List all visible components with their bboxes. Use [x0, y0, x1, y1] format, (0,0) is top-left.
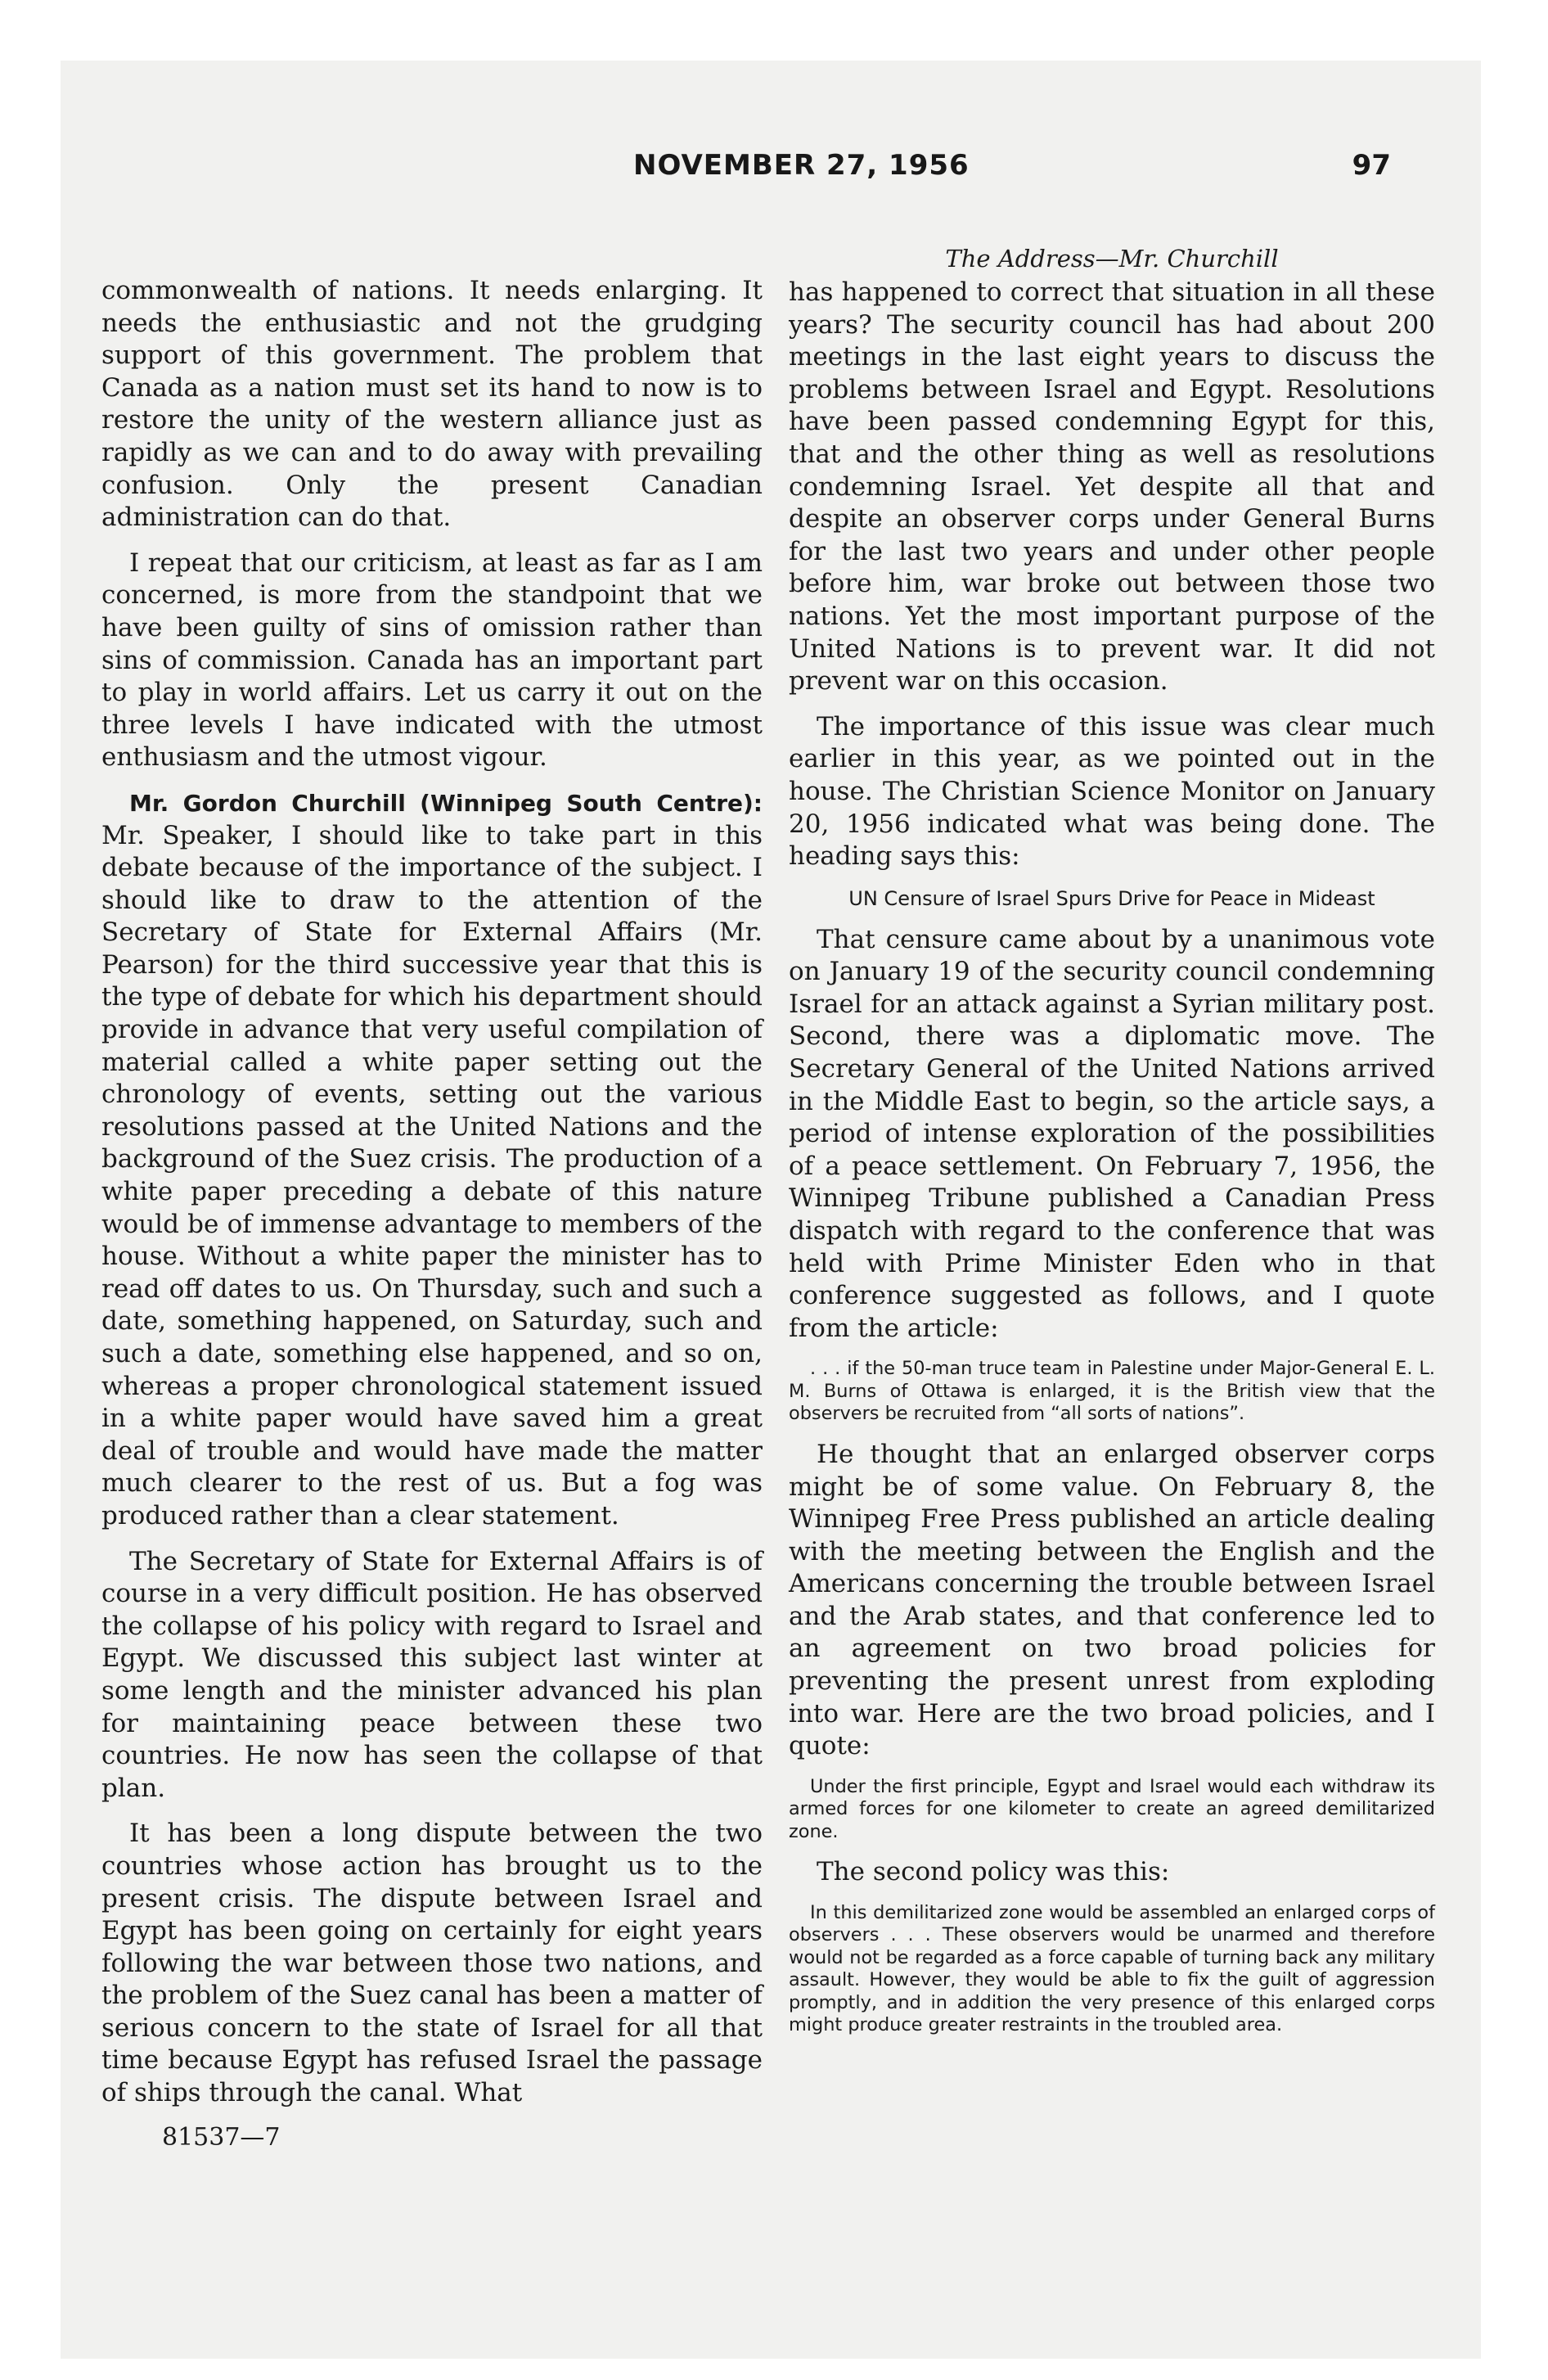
- running-head: The Address—Mr. Churchill: [945, 245, 1279, 273]
- paragraph: It has been a long dispute between the two countries whose action has brought us to the present crisis. The dispute between Israel and Egypt has been going on certainly for eight years following the war between those two nations, and the problem of the Suez canal has been a matter of serious concern to the state of Israel for all that time because Egypt has refused Israel the passage of ships through the canal. What: [101, 1819, 763, 2108]
- paragraph: That censure came about by a unanimous vote on January 19 of the security council condemning Israel for an attack against a Syrian military post. Second, there was a diplomatic move. The Secretary General of the United Nations arrived in the Middle East to begin, so the article says, a period of intense exploration of the possibilities of a peace settlement. On February 7, 1956, the Winnipeg Tribune published a Canadian Press dispatch with regard to the conference that was held with Prime Minister Eden who in that conference suggested as follows, and I quote from the article:: [789, 924, 1435, 1343]
- speech-text: Mr. Speaker, I should like to take part in this debate because of the importance of the subject. I should like to draw to the attention of the Secretary of State for External Affairs (Mr. Pearson) for the third successive year that this is the type of debate for which his department should provide in advance that very useful compilation of material called a white paper setting out the chronology of events, setting out the various resolutions passed at the United Nations and the background of the Suez crisis. The production of a white paper preceding a debate of this nature would be of immense advantage to members of the house. Without a white paper the minister has to read off dates to us. On Thursday, such and such a date, something happened, on Saturday, such and such a date, something else happened, and so on, whereas a proper chronological statement issued in a white paper would have saved him a great deal of trouble and would have made the matter much clearer to the rest of us. But a fog was produced rather than a clear statement.: [101, 820, 763, 1530]
- left-column: [101, 275, 763, 2152]
- speaker-name: Mr. Gordon Churchill (Winnipeg South Centre):: [129, 789, 763, 817]
- block-quote: In this demilitarized zone would be assembled an enlarged corps of observers . . . These observers would be unarmed and therefore would not be regarded as a force capable of turning back any military assault. However, they would be able to fix the guilt of aggression promptly, and in addition the very presence of this enlarged corps might produce greater restraints in the troubled area.: [789, 1901, 1435, 2036]
- header-date: NOVEMBER 27, 1956: [633, 149, 970, 182]
- block-quote: . . . if the 50-man truce team in Palestine under Major-General E. L. M. Burns of Ottawa is enlarged, it is the British view that the observers be recruited from “all sorts of nations”.: [789, 1358, 1435, 1425]
- speech-paragraph: [101, 787, 763, 1533]
- signature-mark: 81537—7: [162, 2122, 281, 2152]
- paragraph: The Secretary of State for External Affairs is of course in a very difficult position. He has observed the collapse of his policy with regard to Israel and Egypt. We discussed this subject last winter at some length and the minister advanced his plan for maintaining peace between these two countries. He now has seen the collapse of that plan.: [101, 1546, 763, 1803]
- page-header: [61, 149, 1481, 198]
- paragraph: The second policy was this:: [817, 1857, 1170, 1887]
- quoted-headline: UN Censure of Israel Spurs Drive for Peace in Mideast: [848, 886, 1375, 910]
- paragraph: commonwealth of nations. It needs enlarging. It needs the enthusiastic and not the grudging support of this government. The problem that Canada as a nation must set its hand to now is to restore the unity of the western alliance just as rapidly as we can and to do away with prevailing confusion. Only the present Canadian administration can do that.: [101, 276, 763, 533]
- page-number: 97: [1352, 149, 1391, 182]
- block-quote: Under the first principle, Egypt and Israel would each withdraw its armed forces for one kilometer to create an agreed demilitarized zone.: [789, 1775, 1435, 1842]
- paragraph: has happened to correct that situation in all these years? The security council has had about 200 meetings in the last eight years to discuss the problems between Israel and Egypt. Resolutions have been passed condemning Egypt for this, that and the other thing as well as resolutions condemning Israel. Yet despite all that and despite an observer corps under General Burns for the last two years and under other people before him, war broke out between those two nations. Yet the most important purpose of the United Nations is to prevent war. It did not prevent war on this occasion.: [789, 277, 1435, 696]
- scanned-page: [61, 61, 1481, 2359]
- paragraph: The importance of this issue was clear much earlier in this year, as we pointed out in the house. The Christian Science Monitor on January 20, 1956 indicated what was being done. The heading says this:: [789, 711, 1435, 872]
- paragraph: I repeat that our criticism, at least as far as I am concerned, is more from the standpoint that we have been guilty of sins of omission rather than sins of commission. Canada has an important part to play in world affairs. Let us carry it out on the three levels I have indicated with the utmost enthusiasm and the utmost vigour.: [101, 548, 763, 773]
- paragraph: He thought that an enlarged observer corps might be of some value. On February 8, the Winnipeg Free Press published an article dealing with the meeting between the English and the Americans concerning the trouble between Israel and the Arab states, and that conference led to an agreement on two broad policies for preventing the present unrest from exploding into war. Here are the two broad policies, and I quote:: [789, 1439, 1435, 1761]
- right-column: [789, 242, 1435, 2050]
